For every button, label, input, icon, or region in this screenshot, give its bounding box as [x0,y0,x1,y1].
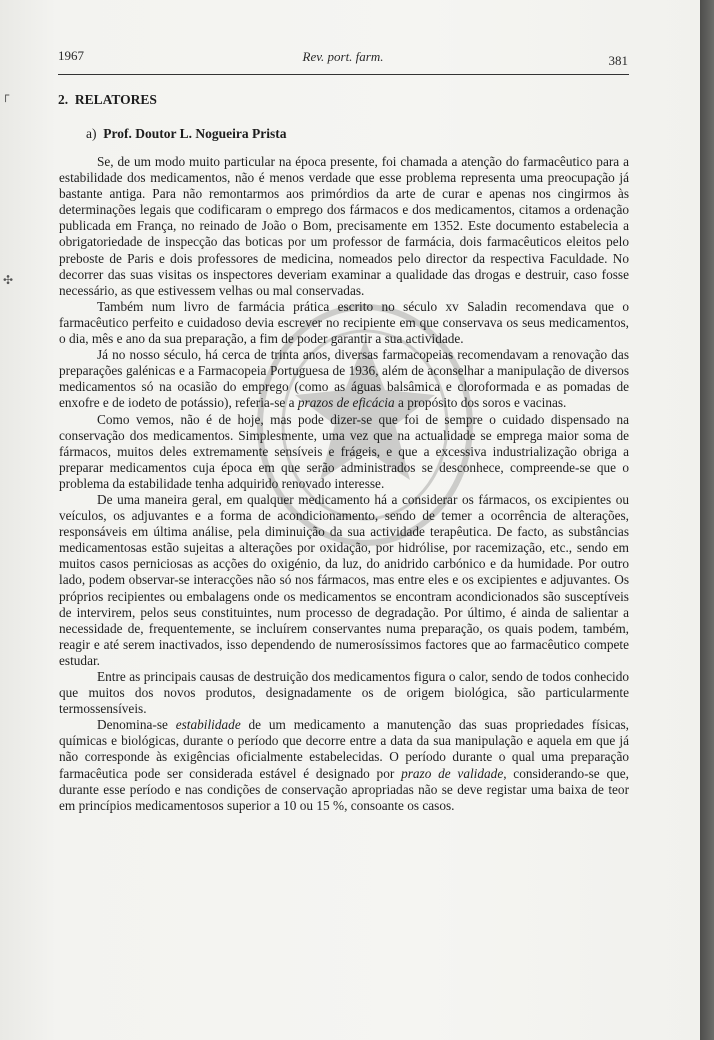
page-number: 381 [608,53,628,68]
emphasis-term: prazo de validade [401,765,504,781]
scan-mark: ┌ [2,88,10,102]
header-year: 1967 [58,48,84,63]
paragraph: Se, de um modo muito particular na época presente, foi chamada a atenção do farmacêutico para a estabilidade dos medicamentos, não é menos verdade que esse problema representa uma preocupação já bastante antiga. Para não remontarmos aos primórdios da arte de curar e apenas nos cingirmos às determinações legais que codificaram o emprego dos fármacos e dos medicamentos, citamos a ordenação publicada em França, no reinado de João o Bom, precisamente em 1352. Este documento estabelecia a obrigatoriedade de inspecção das boticas por um professor de farmácia, dois farmacêuticos eleitos pelo preboste de Paris e dois professores de medicina, nomeados pelo director da respectiva Faculdade. No decorrer das suas visitas os inspectores deveriam examinar a qualidade das drogas e destruir, caso fosse necessário, as que estivessem velhas ou mal conservadas. [59,154,629,298]
subsection-label: a) [86,126,97,141]
paragraph-text: de um medicamento a manutenção das suas propriedades físicas, químicas e biológicas, durante o período que decorre entre a data da sua manipulação e aquela em que já não corresponde às exigências oficialmente estabelecidas. O período durante o qual uma preparação farmacêutica pode ser considerada estável é designado por [59,717,629,781]
section-number: 2. [58,92,69,107]
paragraph: Entre as principais causas de destruição dos medicamentos figura o calor, sendo de todos conhecido que muitos dos novos produtos, designadamente os de origem biológica, são particularmente termossensíveis. [59,669,629,717]
header-rule [58,74,629,75]
paragraph-text: , considerando-se que, durante esse período e nas condições de conservação apropriadas não se deve registar uma baixa de teor em princípios medicamentosos superior a 10 ou 15 %, consoante os casos. [59,765,629,813]
emphasis-term: estabilidade [175,717,241,733]
paragraph-text: a propósito dos soros e vacinas. [394,395,567,411]
paragraph: De uma maneira geral, em qualquer medicamento há a considerar os fármacos, os excipientes ou veículos, os adjuvantes e a forma de acondicionamento, sendo de temer a ocorrência de alterações, responsáveis em última análise, pela diminuição da sua actividade terapêutica. De facto, as substâncias medicamentosas estão sujeitas a alterações por oxidação, por hidrólise, por racemização, etc., sendo em muitos casos perniciosas as acções do oxigénio, da luz, do anidrido carbónico e da humidade. Por outro lado, podem observar-se interacções não só nos fármacos, mas entre eles e os excipientes e adjuvantes. Os próprios recipientes ou embalagens onde os medicamentos se encontram acondicionados são susceptíveis de intervirem, pelos seus constituintes, num processo de degradação. Por último, é ainda de salientar a necessidade de, frequentemente, se incluírem conservantes numa preparação, os quais podem, também, reagir e até serem inactivados, isso dependendo de numerosíssimos factores que ao farmacêutico compete estudar. [59,491,629,668]
header-journal: Rev. port. farm. [302,49,384,64]
section-title: RELATORES [74,92,157,107]
paragraph [59,717,629,814]
paragraph: Como vemos, não é de hoje, mas pode dizer-se que foi de sempre o cuidado dispensado na conservação dos medicamentos. Simplesmente, uma vez que na actualidade se emprega maior soma de fármacos, muitos deles extremamente sensíveis e frágeis, e que a excessiva industrialização obriga a preparar medicamentos cuja época em que serão administrados se desconhece, compreende-se que o problema da estabilidade tenha adquirido renovado interesse. [59,411,629,491]
paragraph-text: Denomina-se [97,717,176,733]
paragraph: Também num livro de farmácia prática escrito no século xv Saladin recomendava que o farmacêutico perfeito e cuidadoso devia escrever no recipiente em que conservava os seus medicamentos, o dia, mês e ano da sua preparação, a fim de poder garantir a sua actividade. [59,298,629,347]
scan-edge [700,0,714,1040]
author-name: Prof. Doutor L. Nogueira Prista [103,126,287,141]
scan-mark: ✣ [3,273,14,287]
paragraph-text: Já no nosso século, há cerca de trinta anos, diversas farmacopeias recomendavam a renovação das preparações galénicas e a Farmacopeia Portuguesa de 1936, além de aconselhar a manipulação de diversos medicamentos só na ocasião do emprego (como as águas balsâmica e cloroformada e as pomadas de enxofre e de iodeto de potássio), referia-se a [59,347,629,411]
section-heading [58,92,157,108]
emphasis-term: prazos de eficácia [297,395,395,411]
running-header [58,46,628,68]
paragraph [59,347,629,411]
subsection-heading [86,126,286,142]
article-body [59,154,629,814]
